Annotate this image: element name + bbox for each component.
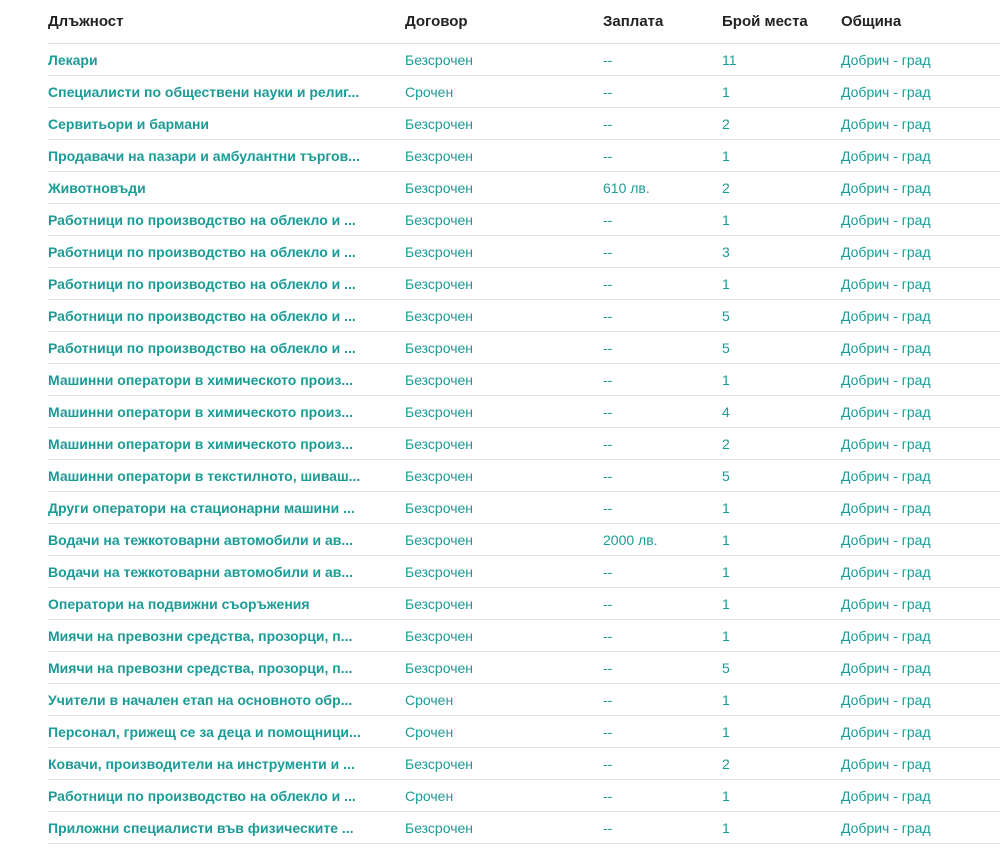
cell-count[interactable]: 4 — [722, 396, 841, 428]
cell-position — [48, 556, 405, 588]
position-link[interactable]: Машинни оператори в химическото произ... — [48, 435, 354, 452]
cell-contract[interactable]: Срочен — [405, 780, 603, 812]
position-link[interactable]: Машинни оператори в химическото произ... — [48, 371, 354, 388]
cell-count[interactable]: 1 — [722, 620, 841, 652]
cell-count[interactable]: 11 — [722, 44, 841, 76]
cell-municipality[interactable]: Добрич - град — [841, 108, 1000, 140]
cell-municipality[interactable]: Добрич - град — [841, 44, 1000, 76]
cell-contract[interactable]: Безсрочен — [405, 428, 603, 460]
cell-count[interactable]: 2 — [722, 428, 841, 460]
table-body — [48, 44, 1000, 844]
cell-count[interactable]: 1 — [722, 204, 841, 236]
cell-contract[interactable]: Безсрочен — [405, 492, 603, 524]
position-link[interactable]: Миячи на превозни средства, прозорци, п... — [48, 627, 353, 644]
cell-position — [48, 76, 405, 108]
cell-salary[interactable]: 610 лв. — [603, 172, 722, 204]
cell-salary[interactable]: -- — [603, 364, 722, 396]
position-link[interactable]: Водачи на тежкотоварни автомобили и ав... — [48, 531, 354, 548]
table-row[interactable] — [48, 812, 1000, 844]
cell-count[interactable]: 1 — [722, 268, 841, 300]
cell-count[interactable]: 2 — [722, 108, 841, 140]
cell-salary[interactable]: -- — [603, 460, 722, 492]
table-row[interactable] — [48, 428, 1000, 460]
cell-position — [48, 460, 405, 492]
table-row[interactable] — [48, 300, 1000, 332]
cell-count[interactable]: 1 — [722, 684, 841, 716]
cell-municipality[interactable]: Добрич - град — [841, 716, 1000, 748]
column-header-contract[interactable]: Договор — [405, 0, 603, 44]
position-link[interactable]: Водачи на тежкотоварни автомобили и ав... — [48, 563, 354, 580]
position-link[interactable]: Приложни специалисти във физическите ... — [48, 819, 354, 836]
cell-municipality[interactable]: Добрич - град — [841, 684, 1000, 716]
cell-salary[interactable]: -- — [603, 140, 722, 172]
table-row[interactable] — [48, 620, 1000, 652]
cell-count[interactable]: 5 — [722, 460, 841, 492]
cell-position — [48, 684, 405, 716]
cell-municipality[interactable]: Добрич - град — [841, 268, 1000, 300]
position-link[interactable]: Работници по производство на облекло и ... — [48, 275, 356, 292]
cell-position — [48, 396, 405, 428]
cell-salary[interactable]: -- — [603, 556, 722, 588]
cell-position — [48, 748, 405, 780]
column-header-position[interactable]: Длъжност — [48, 0, 405, 44]
cell-salary[interactable]: -- — [603, 652, 722, 684]
cell-contract[interactable]: Безсрочен — [405, 652, 603, 684]
cell-municipality[interactable]: Добрич - град — [841, 780, 1000, 812]
cell-count[interactable]: 1 — [722, 492, 841, 524]
table-row[interactable] — [48, 460, 1000, 492]
table-row[interactable] — [48, 172, 1000, 204]
cell-position — [48, 780, 405, 812]
cell-count[interactable]: 5 — [722, 300, 841, 332]
cell-contract[interactable]: Безсрочен — [405, 172, 603, 204]
cell-salary[interactable]: -- — [603, 748, 722, 780]
cell-position — [48, 428, 405, 460]
position-link[interactable]: Миячи на превозни средства, прозорци, п... — [48, 659, 353, 676]
cell-position — [48, 492, 405, 524]
column-header-salary[interactable]: Заплата — [603, 0, 722, 44]
cell-count[interactable]: 1 — [722, 780, 841, 812]
cell-municipality[interactable]: Добрич - град — [841, 364, 1000, 396]
table-row[interactable] — [48, 780, 1000, 812]
position-link[interactable]: Животновъди — [48, 179, 146, 196]
cell-contract[interactable]: Срочен — [405, 716, 603, 748]
cell-contract[interactable]: Безсрочен — [405, 108, 603, 140]
cell-contract[interactable]: Безсрочен — [405, 620, 603, 652]
cell-position — [48, 588, 405, 620]
cell-salary[interactable]: -- — [603, 300, 722, 332]
cell-position — [48, 204, 405, 236]
column-header-municipality[interactable]: Община — [841, 0, 1000, 44]
cell-municipality[interactable]: Добрич - град — [841, 460, 1000, 492]
cell-position — [48, 44, 405, 76]
cell-contract[interactable]: Безсрочен — [405, 236, 603, 268]
position-link[interactable]: Специалисти по обществени науки и религ... — [48, 83, 360, 100]
position-link[interactable]: Оператори на подвижни съоръжения — [48, 595, 310, 612]
table-row[interactable] — [48, 684, 1000, 716]
cell-salary[interactable]: -- — [603, 492, 722, 524]
cell-contract[interactable]: Безсрочен — [405, 44, 603, 76]
position-link[interactable]: Работници по производство на облекло и ... — [48, 211, 356, 228]
cell-position — [48, 300, 405, 332]
cell-contract[interactable]: Срочен — [405, 76, 603, 108]
table-row[interactable] — [48, 556, 1000, 588]
cell-salary[interactable]: -- — [603, 716, 722, 748]
cell-salary[interactable]: 2000 лв. — [603, 524, 722, 556]
cell-position — [48, 524, 405, 556]
cell-position — [48, 332, 405, 364]
table-row[interactable] — [48, 140, 1000, 172]
table-row[interactable] — [48, 268, 1000, 300]
job-listings-table-wrapper — [48, 0, 1000, 844]
cell-count[interactable]: 1 — [722, 588, 841, 620]
cell-contract[interactable]: Безсрочен — [405, 364, 603, 396]
table-row[interactable] — [48, 364, 1000, 396]
cell-salary[interactable]: -- — [603, 236, 722, 268]
position-link[interactable]: Работници по производство на облекло и ... — [48, 307, 356, 324]
cell-count[interactable]: 5 — [722, 332, 841, 364]
cell-count[interactable]: 1 — [722, 716, 841, 748]
cell-salary[interactable]: -- — [603, 780, 722, 812]
cell-salary[interactable]: -- — [603, 204, 722, 236]
job-listings-table — [48, 0, 1000, 844]
cell-municipality[interactable]: Добрич - град — [841, 332, 1000, 364]
cell-position — [48, 364, 405, 396]
position-link[interactable]: Работници по производство на облекло и ... — [48, 339, 356, 356]
cell-municipality[interactable]: Добрич - град — [841, 140, 1000, 172]
cell-count[interactable]: 2 — [722, 172, 841, 204]
table-row[interactable] — [48, 652, 1000, 684]
cell-salary[interactable]: -- — [603, 332, 722, 364]
position-link[interactable]: Сервитьори и бармани — [48, 115, 210, 132]
table-header — [48, 0, 1000, 44]
cell-position — [48, 108, 405, 140]
cell-position — [48, 140, 405, 172]
table-row[interactable] — [48, 76, 1000, 108]
position-link[interactable]: Други оператори на стационарни машини ... — [48, 499, 355, 516]
table-row[interactable] — [48, 44, 1000, 76]
cell-position — [48, 812, 405, 844]
table-row[interactable] — [48, 204, 1000, 236]
position-link[interactable]: Лекари — [48, 51, 98, 68]
cell-salary[interactable]: -- — [603, 108, 722, 140]
cell-salary[interactable]: -- — [603, 620, 722, 652]
table-row[interactable] — [48, 588, 1000, 620]
cell-count[interactable]: 1 — [722, 140, 841, 172]
position-link[interactable]: Машинни оператори в химическото произ... — [48, 403, 354, 420]
position-link[interactable]: Ковачи, производители на инструменти и ... — [48, 755, 355, 772]
cell-salary[interactable]: -- — [603, 428, 722, 460]
header-row — [48, 0, 1000, 44]
cell-municipality[interactable]: Добрич - град — [841, 492, 1000, 524]
cell-contract[interactable]: Безсрочен — [405, 300, 603, 332]
cell-contract[interactable]: Безсрочен — [405, 524, 603, 556]
cell-municipality[interactable]: Добрич - град — [841, 556, 1000, 588]
cell-position — [48, 172, 405, 204]
cell-contract[interactable]: Безсрочен — [405, 556, 603, 588]
table-row[interactable] — [48, 524, 1000, 556]
position-link[interactable]: Машинни оператори в текстилното, шиваш... — [48, 467, 361, 484]
cell-salary[interactable]: -- — [603, 268, 722, 300]
table-row[interactable] — [48, 396, 1000, 428]
cell-municipality[interactable]: Добрич - град — [841, 524, 1000, 556]
cell-contract[interactable]: Безсрочен — [405, 812, 603, 844]
cell-contract[interactable]: Безсрочен — [405, 332, 603, 364]
cell-salary[interactable]: -- — [603, 684, 722, 716]
position-link[interactable]: Работници по производство на облекло и ... — [48, 787, 356, 804]
cell-position — [48, 236, 405, 268]
table-row[interactable] — [48, 492, 1000, 524]
cell-contract[interactable]: Срочен — [405, 684, 603, 716]
cell-salary[interactable]: -- — [603, 396, 722, 428]
cell-contract[interactable]: Безсрочен — [405, 268, 603, 300]
cell-municipality[interactable]: Добрич - град — [841, 652, 1000, 684]
cell-municipality[interactable]: Добрич - град — [841, 396, 1000, 428]
cell-contract[interactable]: Безсрочен — [405, 748, 603, 780]
cell-count[interactable]: 1 — [722, 524, 841, 556]
cell-municipality[interactable]: Добрич - град — [841, 812, 1000, 844]
cell-municipality[interactable]: Добрич - град — [841, 76, 1000, 108]
cell-count[interactable]: 1 — [722, 76, 841, 108]
cell-municipality[interactable]: Добрич - град — [841, 300, 1000, 332]
table-row[interactable] — [48, 332, 1000, 364]
cell-position — [48, 652, 405, 684]
cell-position — [48, 716, 405, 748]
table-row[interactable] — [48, 748, 1000, 780]
cell-position — [48, 268, 405, 300]
cell-contract[interactable]: Безсрочен — [405, 460, 603, 492]
cell-count[interactable]: 3 — [722, 236, 841, 268]
cell-municipality[interactable]: Добрич - град — [841, 204, 1000, 236]
cell-salary[interactable]: -- — [603, 76, 722, 108]
table-row[interactable] — [48, 716, 1000, 748]
cell-count[interactable]: 5 — [722, 652, 841, 684]
cell-position — [48, 620, 405, 652]
cell-municipality[interactable]: Добрич - град — [841, 236, 1000, 268]
table-row[interactable] — [48, 236, 1000, 268]
cell-salary[interactable]: -- — [603, 588, 722, 620]
table-row[interactable] — [48, 108, 1000, 140]
cell-municipality[interactable]: Добрич - град — [841, 748, 1000, 780]
cell-contract[interactable]: Безсрочен — [405, 140, 603, 172]
cell-municipality[interactable]: Добрич - град — [841, 588, 1000, 620]
cell-count[interactable]: 1 — [722, 812, 841, 844]
column-header-count[interactable]: Брой места — [722, 0, 841, 44]
cell-salary[interactable]: -- — [603, 812, 722, 844]
position-link[interactable]: Учители в начален етап на основното обр... — [48, 691, 353, 708]
cell-contract[interactable]: Безсрочен — [405, 204, 603, 236]
cell-municipality[interactable]: Добрич - град — [841, 172, 1000, 204]
cell-municipality[interactable]: Добрич - град — [841, 620, 1000, 652]
cell-contract[interactable]: Безсрочен — [405, 396, 603, 428]
position-link[interactable]: Работници по производство на облекло и ... — [48, 243, 356, 260]
position-link[interactable]: Продавачи на пазари и амбулантни търгов... — [48, 147, 360, 164]
cell-count[interactable]: 1 — [722, 556, 841, 588]
position-link[interactable]: Персонал, грижещ се за деца и помощници... — [48, 723, 361, 740]
cell-count[interactable]: 2 — [722, 748, 841, 780]
cell-municipality[interactable]: Добрич - град — [841, 428, 1000, 460]
cell-count[interactable]: 1 — [722, 364, 841, 396]
cell-salary[interactable]: -- — [603, 44, 722, 76]
cell-contract[interactable]: Безсрочен — [405, 588, 603, 620]
